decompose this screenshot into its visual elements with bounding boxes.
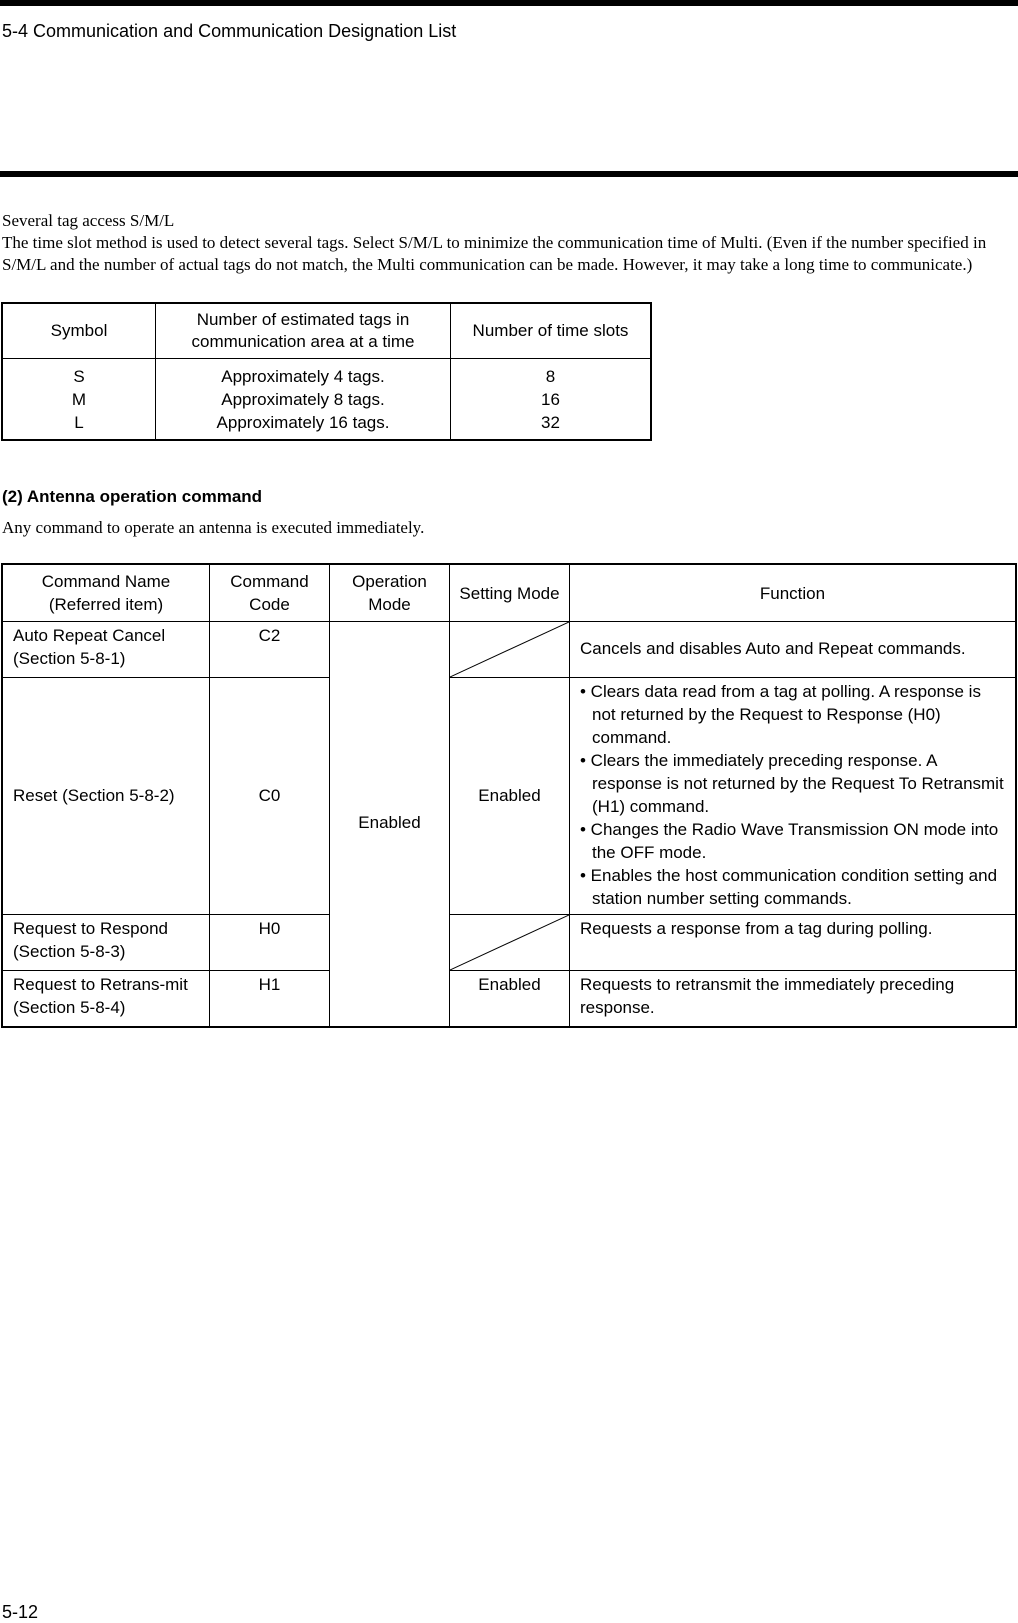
section-description: Any command to operate an antenna is executed immediately.	[2, 518, 425, 537]
cmd-setting-h1: Enabled	[450, 971, 570, 1027]
cmd-code-c0: C0	[210, 678, 330, 915]
header-divider	[0, 171, 1018, 177]
sml-symbol-l: L	[74, 412, 84, 432]
cmd-setting-c2-na	[450, 622, 570, 678]
cmd-name-c2: Auto Repeat Cancel (Section 5-8-1)	[2, 622, 210, 678]
cmd-name-h0: Request to Respond (Section 5-8-3)	[2, 915, 210, 971]
cmd-header-name: Command Name (Referred item)	[2, 564, 210, 622]
cmd-code-h1: H1	[210, 971, 330, 1027]
sml-slots-l: 32	[541, 412, 560, 432]
cmd-header-operation: Operation Mode	[330, 564, 450, 622]
sml-table	[1, 302, 652, 441]
function-item: • Changes the Radio Wave Transmission ON mode into the OFF mode.	[580, 820, 999, 862]
section-header-title: 5-4 Communication and Communication Designation List	[2, 21, 457, 41]
cmd-code-c2: C2	[210, 622, 330, 678]
cmd-header-setting: Setting Mode	[450, 564, 570, 622]
cmd-function-h1: Requests to retransmit the immediately preceding response.	[570, 971, 1017, 1027]
top-rule	[0, 0, 1018, 6]
diagonal-slash	[450, 915, 569, 970]
sml-header-symbol: Symbol	[2, 303, 156, 359]
cmd-operation-mode: Enabled	[330, 622, 450, 1027]
cmd-code-h0: H0	[210, 915, 330, 971]
sml-symbol-m: M	[71, 389, 87, 409]
sml-tags-s: Approximately 4 tags.	[221, 366, 385, 386]
function-list	[580, 680, 1005, 910]
intro-text	[2, 210, 1012, 276]
cmd-function-c0	[570, 678, 1017, 915]
sml-tags-l: Approximately 16 tags.	[216, 412, 390, 432]
cmd-header-function: Function	[570, 564, 1017, 622]
cmd-row-c2	[2, 622, 1016, 678]
sml-symbol-cell	[2, 359, 156, 441]
cmd-setting-c0: Enabled	[450, 678, 570, 915]
cmd-header-row	[2, 564, 1016, 622]
section-heading: (2) Antenna operation command	[2, 487, 263, 506]
sml-header-slots: Number of time slots	[451, 303, 652, 359]
page-number: 5-12	[2, 1602, 39, 1622]
cmd-row-c0	[2, 678, 1016, 915]
sml-body-row	[2, 359, 651, 441]
function-item: • Enables the host communication condition setting and station number setting commands.	[580, 866, 998, 908]
command-table	[1, 563, 1017, 1028]
intro-body: The time slot method is used to detect several tags. Select S/M/L to minimize the communication time of Multi. (Even if the number specified in S/M/L and the number of actual tags do not match, the Multi communication can be made. However, it may take a long time to communicate.)	[2, 233, 987, 274]
sml-tags-m: Approximately 8 tags.	[221, 389, 385, 409]
cmd-row-h0	[2, 915, 1016, 971]
cmd-function-h0: Requests a response from a tag during polling.	[570, 915, 1017, 971]
sml-symbol-s: S	[73, 366, 85, 386]
function-item: • Clears the immediately preceding response. A response is not returned by the Request To Retransmit (H1) command.	[580, 751, 1004, 816]
sml-slots-m: 16	[541, 389, 560, 409]
cmd-setting-h0-na	[450, 915, 570, 971]
sml-slots-cell	[451, 359, 652, 441]
cmd-row-h1	[2, 971, 1016, 1027]
sml-header-row	[2, 303, 651, 359]
sml-tags-cell	[156, 359, 451, 441]
sml-slots-s: 8	[545, 366, 556, 386]
cmd-header-code: Command Code	[210, 564, 330, 622]
diagonal-slash	[450, 622, 569, 677]
cmd-name-c0: Reset (Section 5-8-2)	[2, 678, 210, 915]
sml-header-tags: Number of estimated tags in communication area at a time	[156, 303, 451, 359]
intro-heading: Several tag access S/M/L	[2, 211, 175, 230]
function-item: • Clears data read from a tag at polling. A response is not returned by the Request to Response (H0) command.	[580, 682, 981, 747]
cmd-function-c2: Cancels and disables Auto and Repeat commands.	[570, 622, 1017, 678]
cmd-name-h1: Request to Retrans-mit (Section 5-8-4)	[2, 971, 210, 1027]
